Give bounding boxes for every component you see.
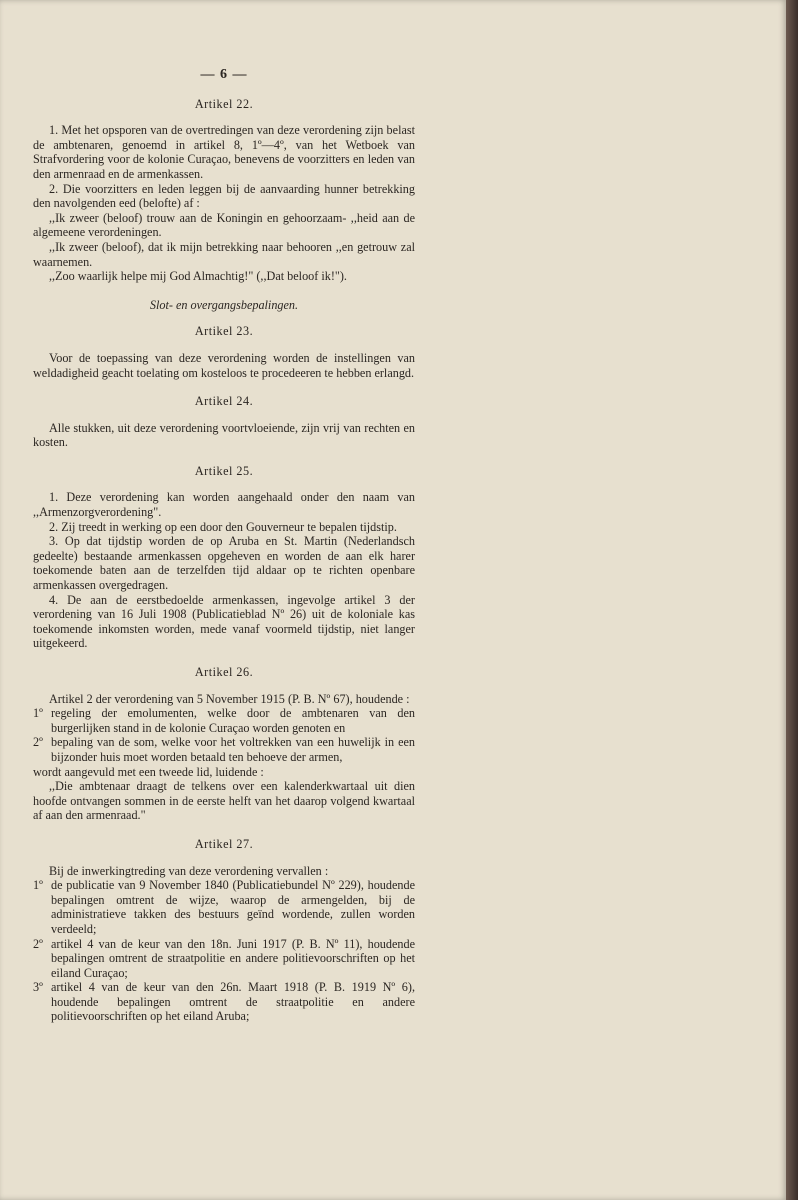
- paragraph: 2. Die voorzitters en leden leggen bij de aanvaarding hunner betrekking den navolgenden eed (belofte) af :: [33, 181, 415, 211]
- paragraph: wordt aangevuld met een tweede lid, luidende :: [33, 764, 264, 779]
- paragraph: 1. Deze verordening kan worden aangehaald onder den naam van ,,Armenzorgverordening".: [33, 490, 415, 520]
- article-heading: Artikel 24.: [194, 394, 254, 409]
- section-subheading: Slot- en overgangsbepalingen.: [149, 297, 299, 312]
- paragraph: 2. Zij treedt in werking op een door den Gouverneur te bepalen tijdstip.: [49, 519, 397, 534]
- paragraph: Alle stukken, uit deze verordening voortvloeiende, zijn vrij van rechten en kosten.: [33, 420, 415, 450]
- paragraph: 3. Op dat tijdstip worden de op Aruba en St. Martin (Nederlandsch gedeelte) bestaande armenkassen opgeheven en worden de aan elk harer toekomende baten aan de terzelfden tijd aldaar op te richten openbare armenkassen overgedragen.: [33, 534, 415, 593]
- article-heading: Artikel 26.: [194, 665, 254, 679]
- scan-right-edge: [786, 0, 798, 1200]
- paragraph: Bij de inwerkingtreding van deze verordening vervallen :: [49, 863, 329, 878]
- list-item: [33, 937, 415, 981]
- article-27: [33, 837, 415, 1024]
- list-text: regeling der emolumenten, welke door de ambtenaren van den burgerlijken stand in de kolonie Curaçao worden genoten en: [51, 706, 415, 735]
- list-item: [33, 878, 415, 936]
- list-text: artikel 4 van de keur van den 26n. Maart 1918 (P. B. 1919 Nº 6), houdende bepalingen omtrent de straatpolitie en andere politievoorschriften op het eiland Aruba;: [51, 980, 415, 1024]
- article-22: [33, 97, 415, 284]
- list-number: 2º: [33, 735, 43, 750]
- paragraph: 4. De aan de eerstbedoelde armenkassen, ingevolge artikel 3 der verordening van 16 Juli 1908 (Publicatieblad Nº 26) uit de koloniale kas toekomende inkomsten worden, mede vanaf voormeld tijdstip, niet langer uitgekeerd.: [33, 592, 415, 651]
- list-number: 2º: [33, 936, 43, 951]
- list-text: de publicatie van 9 November 1840 (Publicatiebundel Nº 229), houdende bepalingen omtrent de wijze, waarop de armengelden, bij de administratieve takken des bestuurs geïnd wordende, zullen worden verdeeld;: [51, 878, 415, 936]
- article-heading: Artikel 22.: [194, 96, 254, 111]
- article-heading: Artikel 27.: [194, 836, 254, 851]
- oath-line: ,,Zoo waarlijk helpe mij God Almachtig!" (,,Dat beloof ik!").: [49, 269, 347, 284]
- paragraph: 1. Met het opsporen van de overtredingen van deze verordening zijn belast de ambtenaren, genoemd in artikel 8, 1º—4º, van het Wetboek van Strafvordering voor de kolonie Curaçao, benevens de voorzitters en leden van den armenraad en de armenkassen.: [33, 123, 415, 181]
- page-number: — 6 —: [200, 67, 248, 82]
- list-text: bepaling van de som, welke voor het voltrekken van een huwelijk in een bijzonder huis moet worden betaald ten behoeve der armen,: [51, 735, 415, 764]
- article-26: [33, 665, 415, 823]
- list-item: [33, 980, 415, 1024]
- article-24: [33, 394, 415, 450]
- paragraph: Artikel 2 der verordening van 5 November 1915 (P. B. Nº 67), houdende :: [49, 691, 410, 706]
- article-heading: Artikel 25.: [194, 463, 254, 478]
- list-item: [33, 735, 415, 764]
- article-25: [33, 464, 415, 651]
- list-number: 1º: [33, 878, 43, 893]
- list-number: 1º: [33, 706, 43, 721]
- quoted-paragraph: ,,Die ambtenaar draagt de telkens over een kalenderkwartaal uit dien hoofde ontvangen sommen in de eerste helft van het daarop volgend kwartaal af aan den armenraad.": [33, 779, 415, 823]
- article-heading: Artikel 23.: [194, 324, 254, 339]
- list-text: artikel 4 van de keur van den 18n. Juni 1917 (P. B. Nº 11), houdende bepalingen omtrent de straatpolitie en andere politievoorschriften op het eiland Curaçao;: [51, 936, 415, 980]
- paragraph: Voor de toepassing van deze verordening worden de instellingen van weldadigheid geacht toelating om kosteloos te procedeeren te hebben erlangd.: [33, 350, 415, 380]
- article-23: [33, 324, 415, 380]
- list-number: 3º: [33, 980, 43, 995]
- oath-line: ,,Ik zweer (beloof), dat ik mijn betrekking naar behooren ,,en getrouw zal waarnemen.: [33, 239, 415, 269]
- page-text: [33, 60, 415, 1038]
- oath-line: ,,Ik zweer (beloof) trouw aan de Koningin en gehoorzaam- ,,heid aan de algemeene verordeningen.: [33, 210, 415, 240]
- list-item: [33, 706, 415, 735]
